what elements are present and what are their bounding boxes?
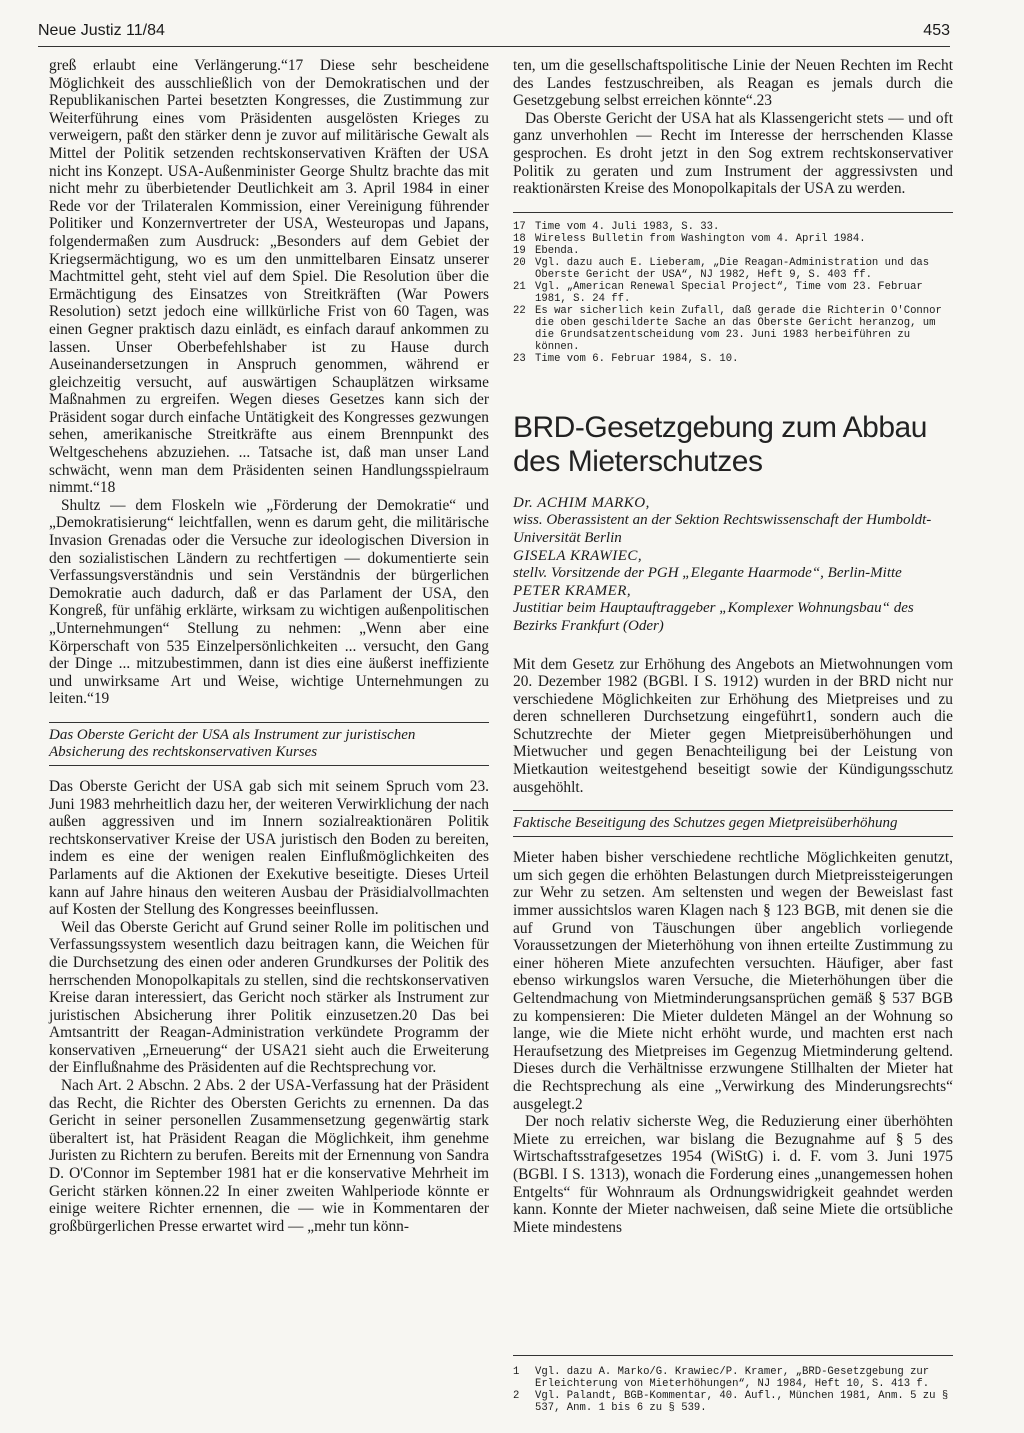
section-heading: Das Oberste Gericht der USA als Instrument zur juristischen Absicherung des rechtskonservativen Kurses: [49, 722, 489, 766]
footnote: 18 Wireless Bulletin from Washington vom 4. April 1984.: [513, 232, 866, 245]
footnote: 2 Vgl. Palandt, BGB-Kommentar, 40. Aufl., München 1981, Anm. 5 zu § 537, Anm. 1 bis 6 zu § 539.: [513, 1390, 949, 1414]
paragraph: Das Oberste Gericht der USA gab sich mit seinem Spruch vom 23. Juni 1983 mehrheitlich dazu her, der weiteren Verwirklichung der nach außen aggressiven und im Innern sozialreaktionären Politik rechtskonservativer Kreise der USA juristisch den Boden zu bereiten, indem es eine der wenigen realen Einflußmöglichkeiten des Parlaments auf die Aktionen der Exekutive beseitigte. Dieses Urteil kann auf Jahre hinaus den weiteren Ausbau der Präsidialvollmachten auf Kosten der Stellung des Kongresses beeinflussen.: [49, 777, 489, 919]
paragraph: Nach Art. 2 Abschn. 2 Abs. 2 der USA-Verfassung hat der Präsident das Recht, die Richter des Obersten Gerichts zu ernennen. Da das Gericht in seiner personellen Zusammensetzung gegenwärtig stark überaltert ist, hat Präsident Reagan die Möglichkeit, ihm genehme Juristen zu Richtern zu berufen. Bereits mit der Ernennung von Sandra D. O'Connor im September 1981 hat er die konservative Mehrheit im Gericht stärken können.22 In einer zweiten Wahlperiode könnte er einige weitere Richter ernennen, die — wie in Kommentaren der großbürgerlichen Presse erwartet wird — „mehr tun könn-: [49, 1077, 489, 1235]
author-role: Justitiar beim Hauptauftraggeber „Komplexer Wohnungsbau“ des Bezirks Frankfurt (Oder): [513, 600, 914, 634]
paragraph: Der noch relativ sicherste Weg, die Reduzierung einer überhöhten Miete zu erreichen, war bislang die Bezugnahme auf § 5 des Wirtschaftsstrafgesetzes 1954 (WiStG) i. d. F. vom 3. Juni 1975 (BGBl. I S. 1313), wonach die Forderung eines „unangemessen hohen Entgelts“ für Wohnraum als Ordnungswidrigkeit geahndet werden kann. Konnte der Mieter nachweisen, daß seine Miete die ortsübliche Miete mindestens: [513, 1113, 953, 1236]
lead-paragraph: Mit dem Gesetz zur Erhöhung des Angebots an Mietwohnungen vom 20. Dezember 1982 (BGBl. I S. 1912) wurden in der BRD nicht nur verschiedene Möglichkeiten zur Erhöhung des Mietpreises und zu deren schnelleren Durchsetzung eingeführt1, sondern auch die Schutzrechte der Mieter gegen Mietpreisüberhöhungen und Mietwucher und gegen Benachteiligung bei der Leistung von Mietkaution weitestgehend beseitigt sowie der Kündigungsschutz ausgehöhlt.: [513, 655, 953, 796]
paragraph: Shultz — dem Floskeln wie „Förderung der Demokratie“ und „Demokratisierung“ leichtfallen, wenn es darum geht, die militärische Invasion Grenadas oder die Versuche zur ideologischen Diversion in den sozialistischen Ländern zu rechtfertigen — dokumentierte sein Verfassungsverständnis und sein Verständnis der bürgerlichen Demokratie auch dadurch, daß er das Parlament der USA, den Kongreß, für unfähig erklärte, wirksam zu wichtigen außenpolitischen „Unternehmungen“ Stellung zu nehmen: „Wenn aber eine Körperschaft von 535 Einzelpersönlichkeiten ... versucht, den Gang der Dinge ... mitzubestimmen, dann ist dies eine äußerst ineffiziente und unwirksame Art und Weise, wichtige Unternehmungen zu leiten.“19: [49, 496, 489, 708]
footnote: 19 Ebenda.: [513, 244, 580, 257]
footnote: 21 Vgl. „American Renewal Special Project“, Time vom 23. Februar 1981, S. 24 ff.: [513, 280, 923, 305]
section-heading: Faktische Beseitigung des Schutzes gegen Mietpreisüberhöhung: [513, 810, 953, 837]
footnotes: [513, 212, 953, 365]
footnote: 17 Time vom 4. Juli 1983, S. 33.: [513, 220, 720, 233]
paragraph: greß erlaubt eine Verlängerung.“17 Diese sehr bescheidene Möglichkeit des ausschließlich von der Demokratischen und der Republikanischen Partei besetzten Kongresses, die Zustimmung zur Weiterführung eines vom Präsidenten ausgelösten Krieges zu verweigern, paßt den stärker denn je zuvor auf militärische Gewalt als Mittel der Politik setzenden rechtskonservativen Kräften der USA nicht ins Konzept. USA-Außenminister George Shultz brachte das mit nicht mehr zu überbietender Deutlichkeit am 3. April 1984 in einer Rede vor der Trilateralen Kommission, einer Vereinigung führender Politiker und Konzernvertreter der USA, Westeuropas und Japans, folgendermaßen zum Ausdruck: „Besonders auf dem Gebiet der Kriegsermächtigung, wo es um den unmittelbaren Einsatz unserer Machtmittel geht, steht viel auf dem Spiel. Die Resolution über die Ermächtigung des Einsatzes von Streitkräften (War Powers Resolution) setzt jedoch eine willkürliche Frist von 60 Tagen, was einen Gegner praktisch dazu einlädt, es einfach darauf ankommen zu lassen. Unser Oberbefehlshaber ist zu Hause durch Auseinandersetzungen in Anspruch genommen, während er gleichzeitig versucht, auf auswärtigen Schauplätzen wirksame Maßnahmen zu ergreifen. Wegen dieses Gesetzes kann sich der Präsident sogar durch einfache Untätigkeit des Kongresses gezwungen sehen, amerikanische Streitkräfte aus einem Brennpunkt des Weltgeschehens abzuziehen. ... Tatsache ist, daß man unser Land schwächt, wenn man dem Präsidenten seinen Handlungsspielraum nimmt.“18: [49, 57, 489, 497]
bottom-footnotes: [513, 1355, 953, 1414]
author-role: stellv. Vorsitzende der PGH „Elegante Haarmode“, Berlin-Mitte: [513, 565, 902, 582]
author-role: wiss. Oberassistent an der Sektion Rechtswissenschaft der Humboldt-Universität Berlin: [513, 512, 932, 546]
right-column: [513, 57, 953, 1236]
author-name: PETER KRAMER,: [513, 582, 632, 599]
paragraph: Weil das Oberste Gericht auf Grund seiner Rolle im politischen und Verfassungssystem wesentlich dazu beitragen kann, die Weichen für die Durchsetzung des einen oder anderen Grundkurses der Politik des herrschenden Monopolkapitals zu stellen, sind die rechtskonservativen Kreise daran interessiert, das Gericht noch stärker als Instrument zur juristischen Absicherung ihrer Politik einzusetzen.20 Das bei Amtsantritt der Reagan-Administration verkündete Programm der konservativen „Erneuerung“ der USA21 sieht auch die Erweiterung der Einflußnahme des Präsidenten auf die Rechtsprechung vor.: [49, 918, 489, 1077]
paragraph: ten, um die gesellschaftspolitische Linie der Neuen Rechten im Recht des Landes festzuschreiben, als Reagan es jemals durch die Gesetzgebung selbst erreichen könnte“.23: [513, 57, 953, 110]
footnote: 20 Vgl. dazu auch E. Lieberam, „Die Reagan-Administration und das Oberste Gericht der USA“, NJ 1982, Heft 9, S. 403 ff.: [513, 256, 930, 281]
author-name: Dr. ACHIM MARKO,: [513, 494, 650, 511]
footnote: 23 Time vom 6. Februar 1984, S. 10.: [513, 352, 739, 365]
footnote: 22 Es war sicherlich kein Zufall, daß gerade die Richterin O'Connor die oben geschilderte Sache an das Oberste Gericht heranzog, um die Grundsatzentscheidung vom 23. Juni 1983 herbeiführen zu können.: [513, 304, 942, 353]
journal-issue: Neue Justiz 11/84: [38, 22, 165, 39]
page-header: [38, 20, 950, 47]
author-block: [513, 495, 953, 636]
paragraph: Das Oberste Gericht der USA hat als Klassengericht stets — und oft ganz unverhohlen — Recht im Interesse der herrschenden Klasse gesprochen. Es droht jetzt in den Sog extrem rechtskonservativer Politik zu geraten und zum Instrument der aggressivsten und reaktionärsten Kreise des Monopolkapitals der USA zu werden.: [513, 109, 953, 198]
author-name: GISELA KRAWIEC,: [513, 547, 643, 564]
left-column: [49, 57, 489, 1235]
page-number: 453: [923, 22, 950, 39]
footnote: 1 Vgl. dazu A. Marko/G. Krawiec/P. Kramer, „BRD-Gesetzgebung zur Erleichterung von Mieterhöhungen“, NJ 1984, Heft 10, S. 413 f.: [513, 1366, 930, 1390]
article-title: BRD-Gesetzgebung zum Abbau des Mieterschutzes: [513, 410, 927, 478]
paragraph: Mieter haben bisher verschiedene rechtliche Möglichkeiten genutzt, um sich gegen die erhöhten Belastungen durch Mietpreissteigerungen zur Wehr zu setzen. Am seltensten und wegen der Beweislast fast immer aussichtslos waren Klagen nach § 123 BGB, mit denen sie die auf Grund von Täuschungen über angeblich vorliegende Voraussetzungen der Mieterhöhung von ihnen erteilte Zustimmung zu einer höheren Miete anzufechten versuchten. Häufiger, aber fast ebenso wirkungslos waren Versuche, die Mieterhöhungen über die Geltendmachung von Mietminderungsansprüchen gemäß § 537 BGB zu kompensieren: Die Mieter duldeten Mängel an der Wohnung so lange, wie die Miete nicht erhöht wurde, und machten erst nach Heraufsetzung des Mietpreises im Gegenzug Mietminderung geltend. Dieses durch die Verhältnisse erzwungene Stillhalten der Mieter hat die Rechtsprechung als eine „Verwirkung des Minderungsrechts“ ausgelegt.2: [513, 849, 953, 1113]
